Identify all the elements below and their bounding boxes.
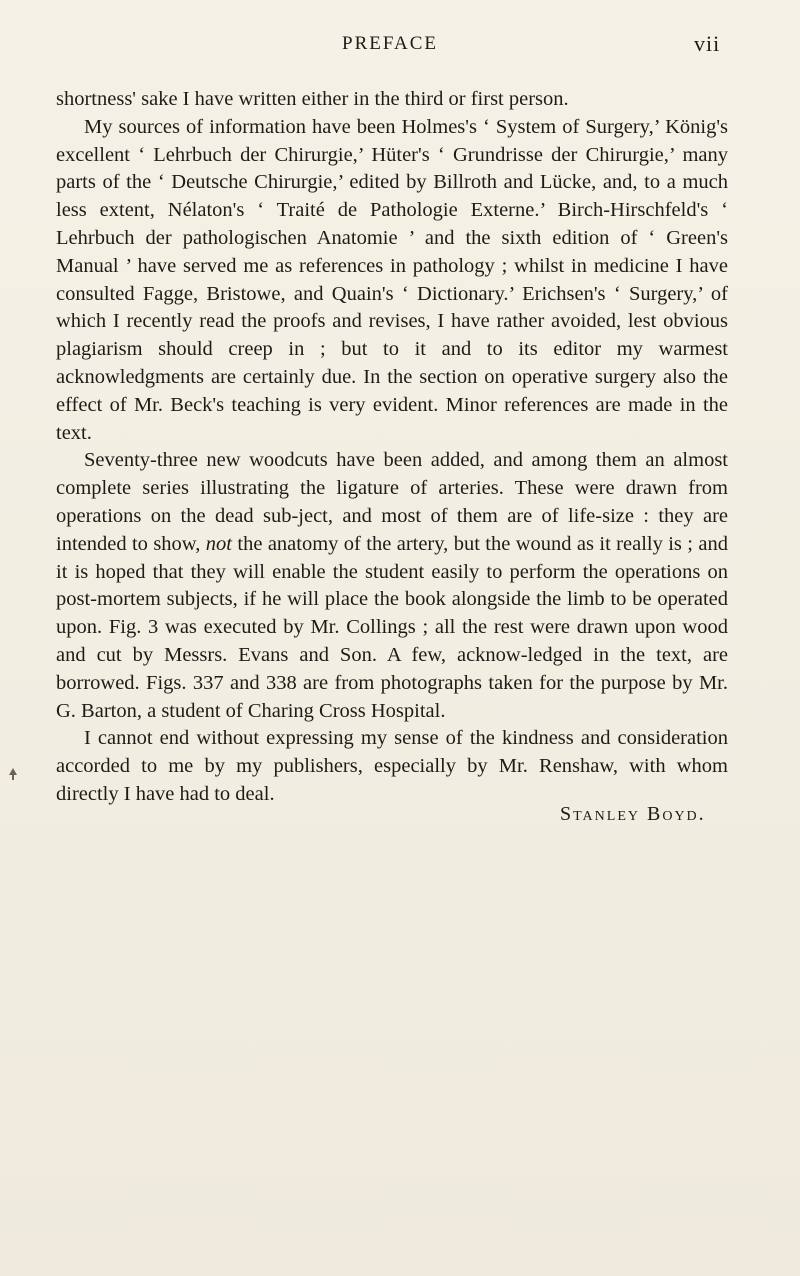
author-signature: Stanley Boyd. bbox=[560, 803, 706, 825]
paragraph-4: I cannot end without expressing my sense of the kindness and consideration accorded to me by my publishers, especially by Mr. Renshaw, with whom directly I have had to deal. bbox=[56, 727, 728, 805]
ink-mark-icon bbox=[8, 768, 18, 780]
page-header bbox=[0, 33, 800, 63]
paragraph-3-part-2: the anatomy of the artery, but the wound as it really is ; and it is hoped that they will enable the student easily to perform the operations on post-mortem subjects, if he will place the book alongside the limb to be operated upon. Fig. 3 was executed by Mr. Collings ; all the rest were drawn upon wood and cut by Messrs. Evans and Son. A few, acknow-ledged in the text, are borrowed. Figs. 337 and 338 are from photographs taken for the purpose by Mr. G. Barton, a student of Charing Cross Hospital. bbox=[56, 532, 728, 722]
paragraph-3 bbox=[56, 447, 728, 725]
paragraph-2: My sources of information have been Holmes's ‘ System of Surgery,’ König's excellent ‘ Lehrbuch der Chirurgie,’ Hüter's ‘ Grundrisse der Chirurgie,’ many parts of the ‘ Deutsche Chirurgie,’ edited by Billroth and Lücke, and, to a much less extent, Nélaton's ‘ Traité de Pathologie Externe.’ Birch-Hirschfeld's ‘ Lehrbuch der pathologischen Anatomie ’ and the sixth edition of ‘ Green's Manual ’ have served me as references in pathology ; whilst in medicine I have consulted Fagge, Bristowe, and Quain's ‘ Dictionary.’ Erichsen's ‘ Surgery,’ of which I recently read the proofs and revises, I have rather avoided, lest obvious plagiarism should creep in ; but to it and to its editor my warmest acknowledgments are certainly due. In the section on operative surgery also the effect of Mr. Beck's teaching is very evident. Minor references are made in the text. bbox=[56, 115, 728, 444]
body-text bbox=[56, 86, 728, 809]
running-head: PREFACE bbox=[342, 33, 439, 54]
paragraph-1: shortness' sake I have written either in the third or first person. bbox=[56, 88, 569, 110]
paragraph-3-part-1: Seventy-three new woodcuts have been added, and among them an almost complete series illustrating the ligature of arteries. These were drawn from operations on the dead sub-ject, and most of them are of life-size : they are intended to show, bbox=[56, 449, 728, 555]
paragraph-3-emphasis: not bbox=[205, 532, 232, 555]
page-number: vii bbox=[694, 31, 721, 56]
